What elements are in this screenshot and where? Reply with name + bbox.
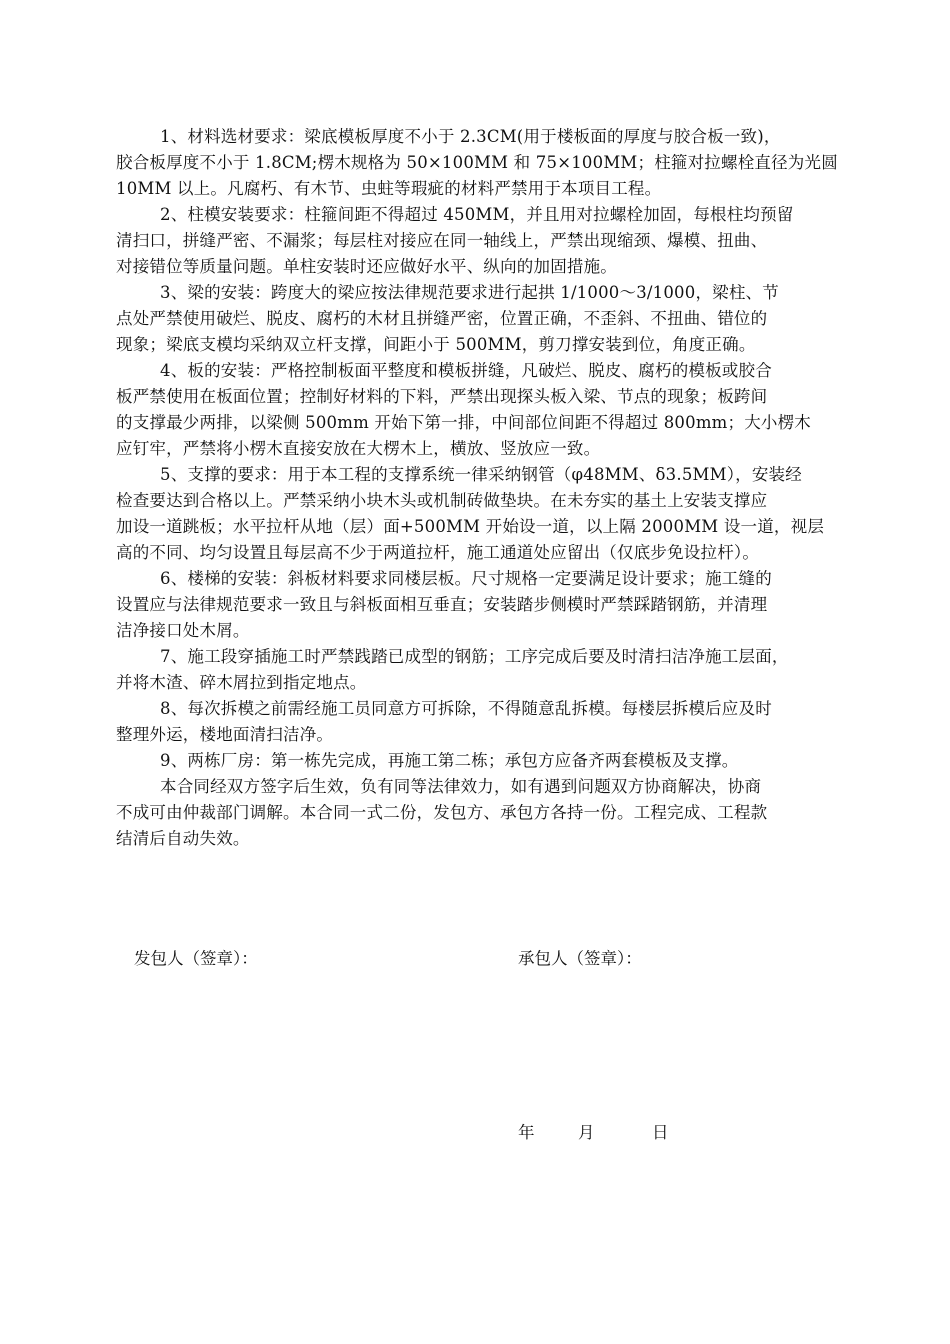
paragraph-line: 点处严禁使用破烂、脱皮、腐朽的木材且拼缝严密，位置正确，不歪斜、不扭曲、错位的	[116, 309, 768, 328]
paragraph	[116, 462, 870, 566]
paragraph-line: 3、梁的安装：跨度大的梁应按法律规范要求进行起拱 1/1000～3/1000，梁柱、节	[160, 283, 779, 302]
paragraph	[116, 280, 870, 358]
paragraph-line: 清扫口，拼缝严密、不漏浆；每层柱对接应在同一轴线上，严禁出现缩颈、爆模、扭曲、	[116, 231, 768, 250]
date-day-label: 日	[652, 1123, 669, 1142]
paragraph-line: 并将木渣、碎木屑拉到指定地点。	[116, 673, 367, 692]
paragraph-line: 不成可由仲裁部门调解。本合同一式二份，发包方、承包方各持一份。工程完成、工程款	[116, 803, 768, 822]
paragraph-line: 的支撑最少两排，以梁侧 500mm 开始下第一排，中间部位间距不得超过 800mm；大小楞木	[116, 413, 812, 432]
paragraph-line: 2、柱模安装要求：柱箍间距不得超过 450MM，并且用对拉螺栓加固，每根柱均预留	[160, 205, 794, 224]
paragraph-line: 10MM 以上。凡腐朽、有木节、虫蛀等瑕疵的材料严禁用于本项目工程。	[116, 179, 662, 198]
contract-body	[116, 124, 870, 852]
paragraph	[116, 358, 870, 462]
paragraph	[116, 566, 870, 644]
paragraph-line: 设置应与法律规范要求一致且与斜板面相互垂直；安装踏步侧模时严禁踩踏钢筋，并清理	[116, 595, 768, 614]
paragraph-line: 本合同经双方签字后生效，负有同等法律效力，如有遇到问题双方协商解决，协商	[160, 777, 762, 796]
paragraph-line: 整理外运，楼地面清扫洁净。	[116, 725, 334, 744]
paragraph-line: 高的不同、均匀设置且每层高不少于两道拉杆，施工通道处应留出（仅底步免设拉杆）。	[116, 543, 760, 562]
party-b-signature-label: 承包人（签章）：	[518, 949, 642, 968]
paragraph-line: 5、支撑的要求：用于本工程的支撑系统一律采纳钢管（φ48MM、δ3.5MM），安装经	[160, 465, 802, 484]
paragraph	[116, 774, 870, 852]
paragraph-line: 8、每次拆模之前需经施工员同意方可拆除，不得随意乱拆模。每楼层拆模后应及时	[160, 699, 772, 718]
paragraph-line: 9、两栋厂房：第一栋先完成，再施工第二栋；承包方应备齐两套模板及支撑。	[160, 751, 739, 770]
paragraph-line: 6、楼梯的安装：斜板材料要求同楼层板。尺寸规格一定要满足设计要求；施工缝的	[160, 569, 772, 588]
paragraph	[116, 644, 870, 696]
paragraph-line: 洁净接口处木屑。	[116, 621, 250, 640]
date-year-label: 年	[518, 1123, 535, 1142]
paragraph	[116, 748, 870, 774]
paragraph-line: 板严禁使用在板面位置；控制好材料的下料，严禁出现探头板入梁、节点的现象；板跨间	[116, 387, 768, 406]
date-month-label: 月	[578, 1123, 595, 1142]
paragraph-line: 4、板的安装：严格控制板面平整度和模板拼缝，凡破烂、脱皮、腐朽的模板或胶合	[160, 361, 772, 380]
paragraph-line: 结清后自动失效。	[116, 829, 250, 848]
paragraph	[116, 696, 870, 748]
paragraph-line: 1、材料选材要求：梁底模板厚度不小于 2.3CM(用于楼板面的厚度与胶合板一致)，	[160, 127, 781, 146]
paragraph-line: 7、施工段穿插施工时严禁践踏已成型的钢筋；工序完成后要及时清扫洁净施工层面，	[160, 647, 789, 666]
paragraph-line: 加设一道跳板；水平拉杆从地（层）面+500MM 开始设一道，以上隔 2000MM 设一道，视层	[116, 517, 825, 536]
paragraph-line: 对接错位等质量问题。单柱安装时还应做好水平、纵向的加固措施。	[116, 257, 617, 276]
paragraph-line: 现象；梁底支模均采纳双立杆支撑，间距小于 500MM，剪刀撑安装到位，角度正确。	[116, 335, 756, 354]
party-a-signature-label: 发包人（签章）：	[134, 949, 258, 968]
paragraph	[116, 202, 870, 280]
paragraph	[116, 124, 870, 202]
paragraph-line: 应钉牢，严禁将小楞木直接安放在大楞木上，横放、竖放应一致。	[116, 439, 601, 458]
paragraph-line: 胶合板厚度不小于 1.8CM;楞木规格为 50×100MM 和 75×100MM；柱箍对拉螺栓直径为光圆	[116, 153, 838, 172]
paragraph-line: 检查要达到合格以上。严禁采纳小块木头或机制砖做垫块。在未夯实的基土上安装支撑应	[116, 491, 768, 510]
